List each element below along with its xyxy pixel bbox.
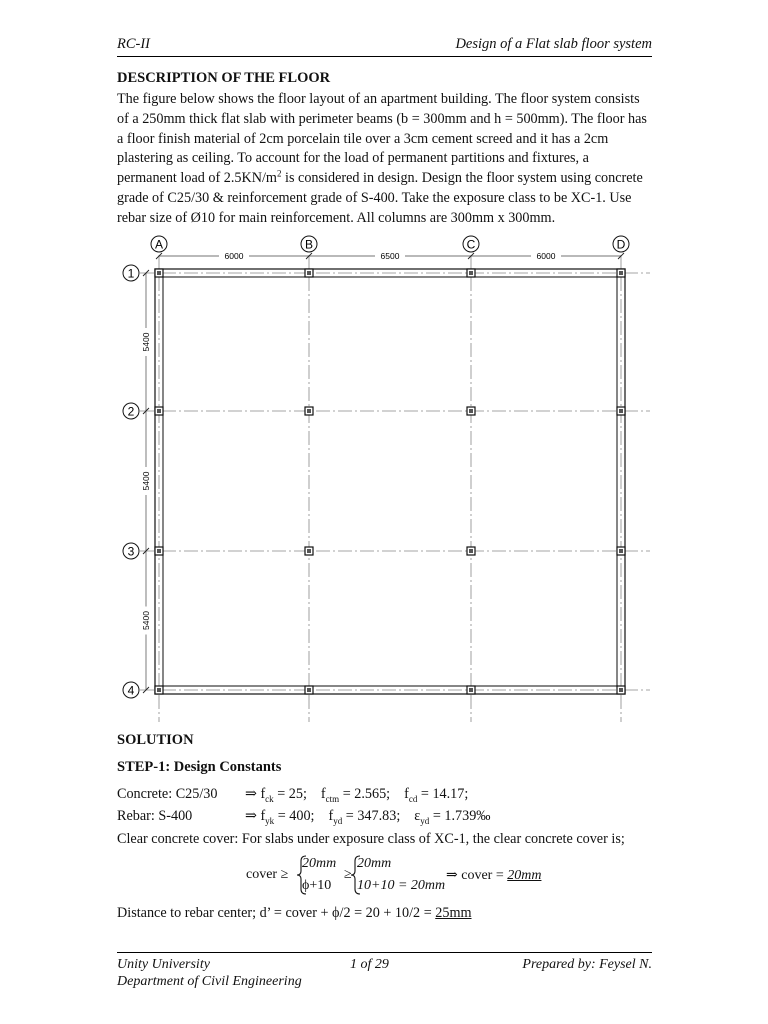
header-course: RC-II — [117, 36, 151, 52]
rebar-constants — [117, 808, 504, 826]
column-core-B4 — [307, 688, 311, 692]
column-core-A1 — [157, 271, 161, 275]
footer-department: Department of Civil Engineering — [117, 974, 302, 989]
footer-university: Unity University — [117, 957, 210, 972]
column-core-A2 — [157, 409, 161, 413]
column-core-C1 — [469, 271, 473, 275]
axis-label-B: B — [304, 237, 314, 252]
dimension-text-top-1: 6500 — [380, 251, 400, 261]
column-core-B1 — [307, 271, 311, 275]
distance-statement: Distance to rebar center; d’ = cover + ϕ/2 = 20 + 10/2 = 25mm — [117, 905, 472, 921]
column-core-D4 — [619, 688, 623, 692]
footer-author: Prepared by: Feysel N. — [522, 957, 652, 972]
page-number: 1 of 29 — [350, 957, 389, 972]
column-core-C2 — [469, 409, 473, 413]
formula-result: 20mm — [507, 868, 542, 883]
axis-label-C: C — [466, 237, 476, 252]
dimension-text-left-2: 5400 — [141, 611, 151, 630]
concrete-constants — [117, 786, 482, 804]
dimension-text-left-0: 5400 — [141, 332, 151, 352]
formula-a2: ϕ+10 — [302, 878, 332, 893]
column-core-B3 — [307, 549, 311, 553]
column-core-D3 — [619, 549, 623, 553]
cover-formula — [246, 854, 576, 896]
rebar-label: Rebar: S-400 — [117, 808, 193, 824]
fyd-value: $f_{yd} = 347.83$; — [328, 808, 401, 826]
column-core-C3 — [469, 549, 473, 553]
description-superscript: 2 — [276, 168, 282, 179]
fcd-value: $f_{cd} = 14.17$; — [404, 786, 469, 804]
column-core-A4 — [157, 688, 161, 692]
column-core-D2 — [619, 409, 623, 413]
axis-label-1: 1 — [127, 266, 135, 281]
dimension-text-top-0: 6000 — [224, 251, 244, 261]
column-core-D1 — [619, 271, 623, 275]
fck-value: ⇒ $f_{ck} = 25$; — [245, 786, 307, 804]
description-heading: DESCRIPTION OF THE FLOOR — [117, 70, 331, 86]
perimeter-beam-outer — [155, 269, 625, 694]
description-text-1: The figure below shows the floor layout of an apartment building. The floor system consists of a 250mm thick flat slab with perimeter beams (b = 300mm and h = 500mm). The floor has a floor finish material of 2cm porcelain tile over a 3cm cement screed and it has a 2cm plastering as ceiling. To account for the load of permanent partitions and fixtures, a permanent load of 2.5KN/m — [117, 91, 647, 187]
formula-geq: ≥ — [344, 867, 352, 882]
axis-label-3: 3 — [127, 544, 135, 559]
axis-label-2: 2 — [127, 404, 135, 419]
column-core-C4 — [469, 688, 473, 692]
axis-label-D: D — [616, 237, 626, 252]
formula-b1: 20mm — [357, 856, 392, 871]
description-text-2: is considered in design. Design the floor system using concrete grade of C25/30 & reinforcement grade of S-400. Take the exposure class to be XC-1. Use rebar size of Ø10 for main reinforcement. All columns are 300mm x 300mm. — [117, 170, 643, 226]
dimension-text-top-2: 6000 — [536, 251, 556, 261]
formula-lhs: cover ≥ — [246, 867, 289, 882]
axis-label-A: A — [154, 237, 164, 252]
axis-label-4: 4 — [127, 683, 135, 698]
formula-b2: 10+10 = 20mm — [357, 878, 446, 893]
fyk-value: ⇒ $f_{yk} = 400$; — [245, 808, 315, 826]
concrete-label: Concrete: C25/30 — [117, 786, 218, 802]
dimension-text-left-1: 5400 — [141, 471, 151, 491]
page-footer — [117, 952, 652, 1003]
perimeter-beam-inner — [163, 277, 617, 686]
step1-heading: STEP-1: Design Constants — [117, 759, 282, 775]
eyd-value: $\varepsilon_{yd}$ = 1.739‰ — [414, 808, 491, 826]
solution-heading: SOLUTION — [117, 732, 194, 748]
formula-result-line: ⇒ cover = 20mm — [446, 868, 542, 883]
column-core-B2 — [307, 409, 311, 413]
formula-a1: 20mm — [302, 856, 337, 871]
distance-result: 25mm — [435, 905, 472, 921]
fctm-value: $f_{ctm} = 2.565$; — [320, 786, 391, 804]
header-title: Design of a Flat slab floor system — [455, 36, 652, 52]
cover-statement: Clear concrete cover: For slabs under exposure class of XC-1, the clear concrete cover is; — [117, 831, 625, 847]
column-core-A3 — [157, 549, 161, 553]
